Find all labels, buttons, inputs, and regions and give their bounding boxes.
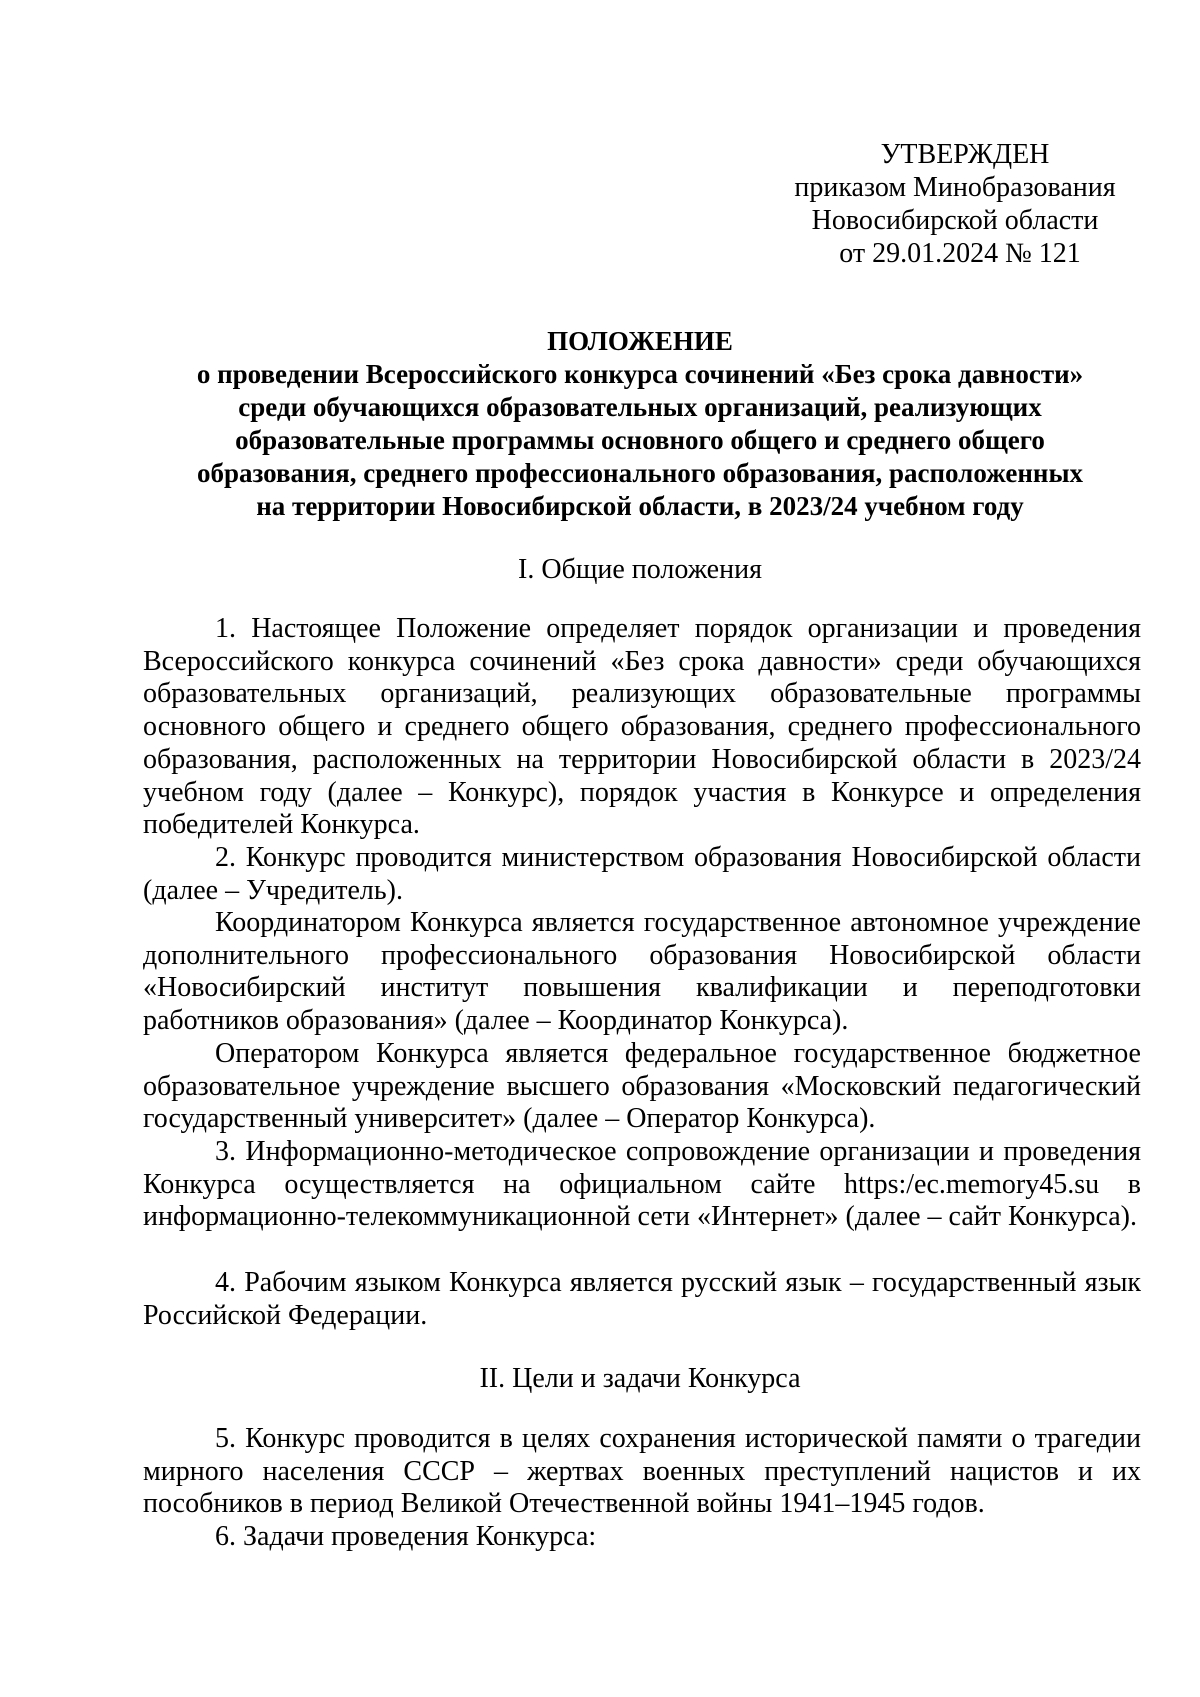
approval-stamp <box>790 138 1120 270</box>
paragraph-1: 1. Настоящее Положение определяет порядок организации и проведения Всероссийского конкурса сочинений «Без срока давности» среди обучающихся образовательных организаций, реализующих образовательные программы основного общего и среднего общего образования, среднего профессионального образования, расположенных на территории Новосибирской области в 2023/24 учебном году (далее – Конкурс), порядок участия в Конкурсе и определения победителей Конкурса. <box>143 613 1141 841</box>
paragraph-2: 2. Конкурс проводится министерством образования Новосибирской области (далее – Учредитель). <box>143 842 1141 906</box>
document-title <box>140 325 1140 523</box>
paragraph-coordinator: Координатором Конкурса является государственное автономное учреждение дополнительного профессионального образования Новосибирской области «Новосибирский институт повышения квалификации и переподготовки работников образования» (далее – Координатор Конкурса). <box>143 907 1141 1037</box>
title-line-2: среди обучающихся образовательных организаций, реализующих <box>238 392 1042 422</box>
title-line-3: образовательные программы основного общего и среднего общего <box>235 425 1045 455</box>
title-line-1: о проведении Всероссийского конкурса сочинений «Без срока давности» <box>196 359 1084 389</box>
title-line-4: образования, среднего профессионального образования, расположенных <box>196 458 1084 488</box>
section-heading-general: I. Общие положения <box>518 554 762 585</box>
title-line-5: на территории Новосибирской области, в 2023/24 учебном году <box>256 491 1024 521</box>
section-heading-goals: II. Цели и задачи Конкурса <box>479 1363 801 1394</box>
paragraph-3: 3. Информационно-методическое сопровождение организации и проведения Конкурса осуществляется на официальном сайте https:/ec.memory45.su в информационно-телекоммуникационной сети «Интернет» (далее – сайт Конкурса). <box>143 1136 1141 1233</box>
paragraph-operator: Оператором Конкурса является федеральное государственное бюджетное образовательное учреждение высшего образования «Московский педагогический государственный университет» (далее – Оператор Конкурса). <box>143 1038 1141 1135</box>
approval-region-line: Новосибирской области <box>811 205 1099 236</box>
approval-approved: УТВЕРЖДЕН <box>880 139 1050 170</box>
paragraph-4: 4. Рабочим языком Конкурса является русский язык – государственный язык Российской Федерации. <box>143 1267 1141 1331</box>
approval-date-line: от 29.01.2024 № 121 <box>839 238 1081 269</box>
title-heading: ПОЛОЖЕНИЕ <box>547 326 733 356</box>
approval-order-line: приказом Минобразования <box>794 172 1116 203</box>
paragraph-6: 6. Задачи проведения Конкурса: <box>215 1521 597 1552</box>
paragraph-5: 5. Конкурс проводится в целях сохранения исторической памяти о трагедии мирного населения СССР – жертвах военных преступлений нацистов и их пособников в период Великой Отечественной войны 1941–1945 годов. <box>143 1423 1141 1520</box>
